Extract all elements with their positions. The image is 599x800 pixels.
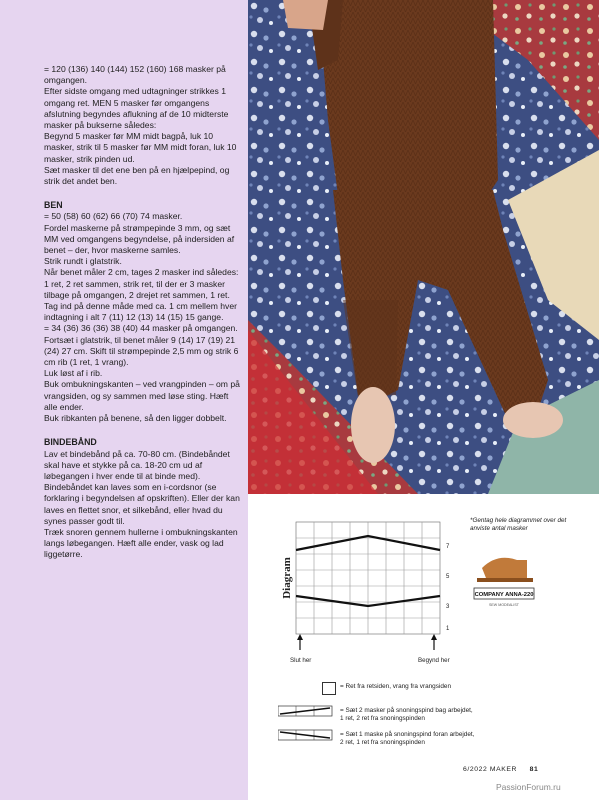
page-footer [463,766,538,773]
legend-text: = Ret fra retsiden, vrang fra vrangsiden [340,683,452,690]
section-heading-ben: BEN [44,200,63,211]
paragraph: Træk snoren gennem hullerne i ombukningskanten langs løbegangen. Hæft alle ender, vask og lad liggetørre. [44,526,238,560]
paragraph: Fordel maskerne på strømpepinde 3 mm, og sæt MM ved omgangens begyndelse, på indersiden af benet – der, hvor maskerne samles. [44,222,235,256]
diagram-title: Diagram [281,557,293,599]
legend-item [278,680,598,704]
knit-square-icon [322,682,336,695]
pattern-text-column [44,64,244,561]
page-number: 81 [529,766,539,773]
legend-item [278,704,598,728]
paragraph: Efter sidste omgang med udtagninger strikkes 1 omgang ret. MEN 5 masker før omgangens afslutning begyndes aflukning af de 10 midterste masker på bukserne således: [44,86,229,131]
diagram-grid [296,522,440,634]
company-anna-logo [474,558,534,607]
paragraph: Bindebåndet kan laves som en i-cordsnor (se forklaring i begyndelsen af opskriften). Eller der kan laves en flettet snor, et silkebånd, eller hvad du synes passer godt til. [44,482,240,526]
legend-text: = Sæt 2 masker på snoningspind bag arbejdet, 1 ret, 2 ret fra snoningspinden [340,707,473,722]
watermark: PassionForum.ru [496,782,561,792]
issue-label: 6/2022 MAKER [463,766,518,773]
arrow-up-icon [297,634,303,650]
diagram-legend [278,680,598,752]
diagram-note: *Gentag hele diagrammet over det anviste antal masker [470,517,567,532]
paragraph: Når benet måler 2 cm, tages 2 masker ind således: [44,267,239,278]
logo-subtext: SEW MODEALIST [489,603,519,607]
paragraph: Buk ombukningskanten – ved vrangpinden – om på vrangsiden, og sy sammen med løse sting. Hæft alle ender. [44,379,240,412]
paragraph: Strik rundt i glatstrik. [44,256,122,267]
row-number: 1 [446,626,450,632]
paragraph: Lav et bindebånd på ca. 70-80 cm. (Bindebåndet skal have et stykke på ca. 18-20 cm ud af løbegangen i hver ende til at binde med). [44,448,230,481]
baby-photo-illustration [248,0,599,494]
paragraph: 1 ret, 2 ret sammen, strik ret, til der er 3 masker tilbage på omgangen, 2 drejet ret sammen, 1 ret. [44,278,230,300]
cable-front-icon [278,728,338,742]
paragraph: Buk ribkanten på benene, så den ligger dobbelt. [44,413,227,424]
end-label: Begynd her [418,657,450,664]
paragraph: = 34 (36) 36 (36) 38 (40) 44 masker på omgangen. [44,323,238,334]
row-number: 5 [446,574,450,580]
paragraph: = 120 (136) 140 (144) 152 (160) 168 masker på omgangen. [44,64,226,86]
paragraph: Sæt masker til det ene ben på en hjælpepind, og strik det andet ben. [44,164,230,187]
row-number: 7 [446,544,450,550]
baby-photo [248,0,599,494]
paragraph: Luk løst af i rib. [44,368,103,379]
paragraph: Begynd 5 masker før MM midt bagpå, luk 10 masker, strik til 5 masker før MM midt foran, luk 10 masker, strik pinden ud. [44,131,237,164]
start-label: Slut her [290,657,312,664]
paragraph: Tag ind på denne måde med ca. 1 cm mellem hver indtagning i alt 7 (11) 12 (13) 14 (15) 15 gange. [44,301,237,323]
arrow-up-icon [431,634,437,650]
row-number: 3 [446,604,450,610]
legend-item [278,728,598,752]
paragraph: = 50 (58) 60 (62) 66 (70) 74 masker. [44,211,183,222]
logo-text: COMPANY ANNA-220 [474,592,534,598]
section-heading-bindebaand: BINDEBÅND [44,437,97,448]
paragraph: Fortsæt i glatstrik, til benet måler 9 (14) 17 (19) 21 (24) 27 cm. Skift til strømpepinde 2,5 mm og strik 6 cm rib (1 ret, 1 vrang). [44,334,239,368]
legend-text: = Sæt 1 maske på snoningspind foran arbejdet, 2 ret, 1 ret fra snoningspinden [340,731,475,746]
cable-back-icon [278,704,338,718]
